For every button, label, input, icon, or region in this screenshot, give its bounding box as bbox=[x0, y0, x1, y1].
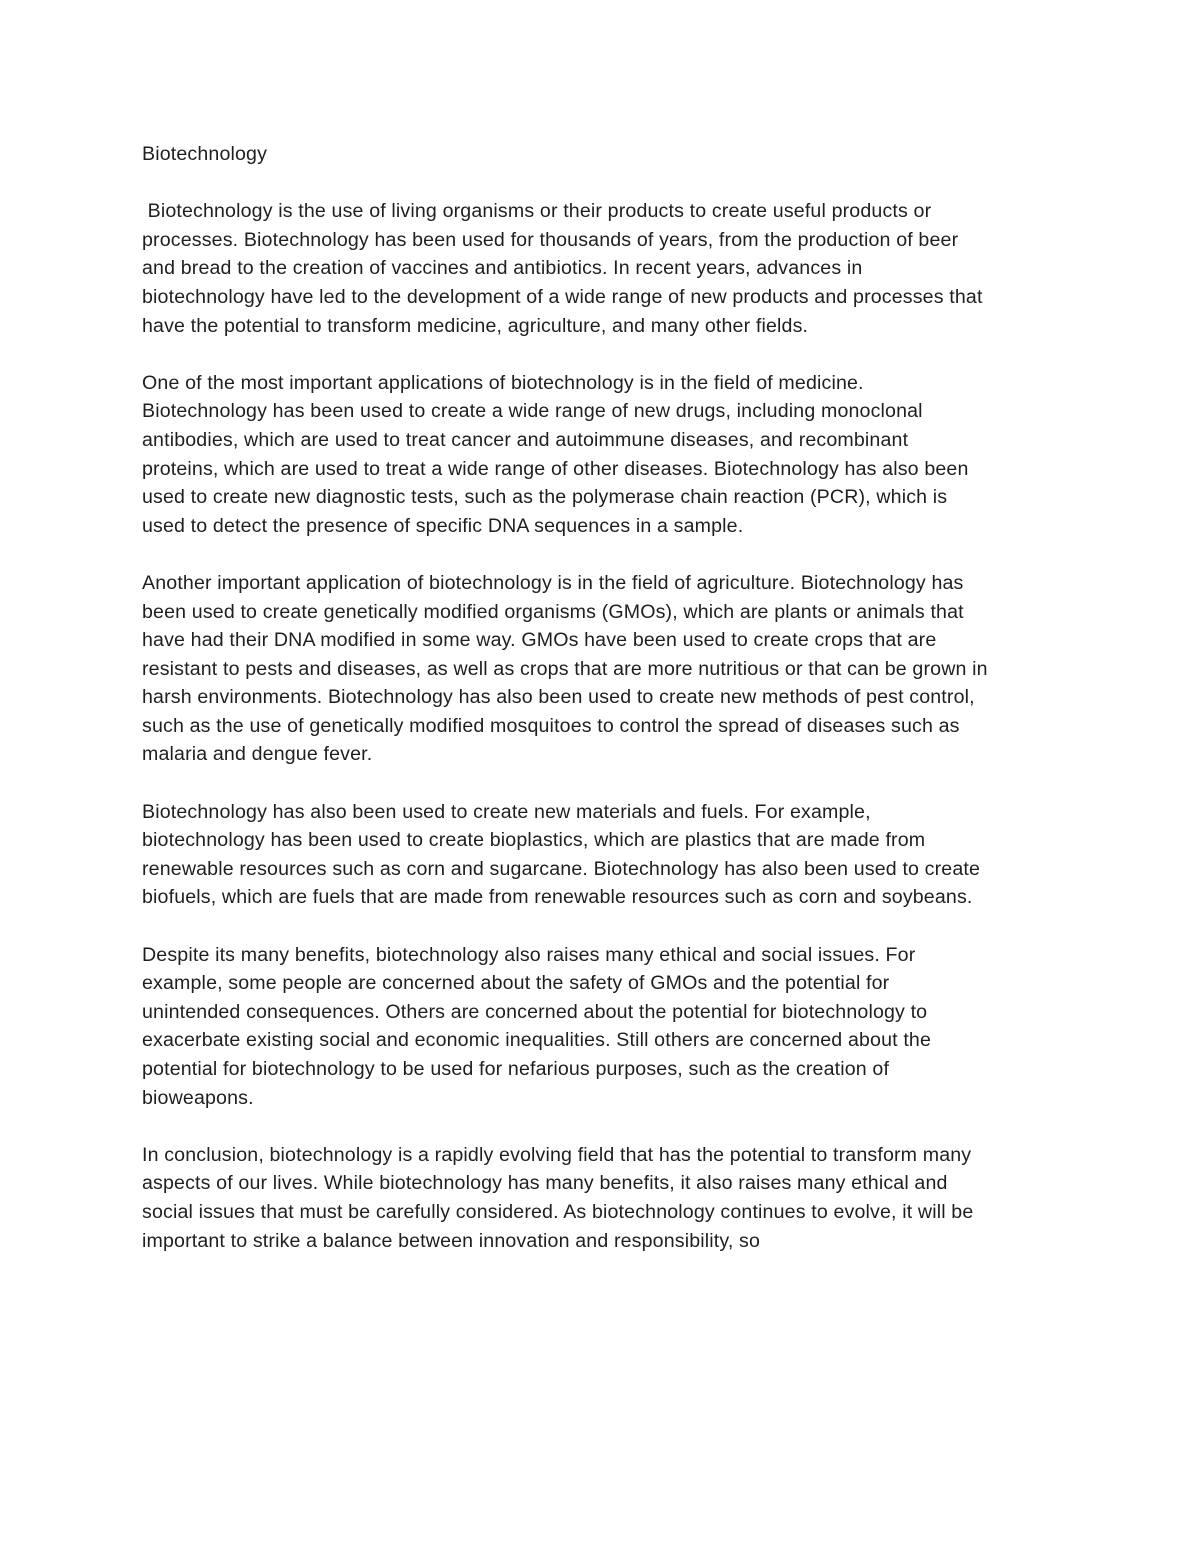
paragraph-line: been used to create genetically modified organisms (GMOs), which are plants or animals that bbox=[142, 600, 964, 623]
paragraph-line: Biotechnology has been used to create a wide range of new drugs, including monoclonal bbox=[142, 400, 923, 423]
paragraph-line: Another important application of biotechnology is in the field of agriculture. Biotechnology has bbox=[142, 571, 964, 594]
paragraph-line: resistant to pests and diseases, as well as crops that are more nutritious or that can be grown in bbox=[142, 657, 988, 680]
body-paragraph bbox=[142, 798, 1062, 912]
paragraph-list bbox=[142, 197, 1062, 1255]
paragraph-line: proteins, which are used to treat a wide range of other diseases. Biotechnology has also been bbox=[142, 457, 969, 480]
paragraph-line: such as the use of genetically modified mosquitoes to control the spread of diseases such as bbox=[142, 714, 960, 737]
paragraph-line: unintended consequences. Others are concerned about the potential for biotechnology to bbox=[142, 1000, 928, 1023]
paragraph-line: processes. Biotechnology has been used for thousands of years, from the production of beer bbox=[142, 228, 959, 251]
body-paragraph bbox=[142, 941, 1062, 1113]
paragraph-line: exacerbate existing social and economic inequalities. Still others are concerned about the bbox=[142, 1029, 932, 1052]
paragraph-line: malaria and dengue fever. bbox=[142, 743, 373, 766]
paragraph-line: used to detect the presence of specific DNA sequences in a sample. bbox=[142, 514, 744, 537]
document-body bbox=[142, 140, 1062, 1284]
paragraph-line: One of the most important applications of biotechnology is in the field of medicine. bbox=[142, 371, 864, 394]
body-paragraph bbox=[142, 197, 1062, 340]
paragraph-line: harsh environments. Biotechnology has also been used to create new methods of pest control, bbox=[142, 686, 975, 709]
paragraph-line: In conclusion, biotechnology is a rapidly evolving field that has the potential to transform many bbox=[142, 1143, 972, 1166]
body-paragraph bbox=[142, 569, 1062, 769]
paragraph-line: have had their DNA modified in some way. GMOs have been used to create crops that are bbox=[142, 629, 937, 652]
paragraph-line: antibodies, which are used to treat cancer and autoimmune diseases, and recombinant bbox=[142, 428, 909, 451]
body-paragraph bbox=[142, 369, 1062, 541]
paragraph-line: renewable resources such as corn and sugarcane. Biotechnology has also been used to create bbox=[142, 857, 981, 880]
paragraph-line: and bread to the creation of vaccines and antibiotics. In recent years, advances in bbox=[142, 257, 863, 280]
document-title: Biotechnology bbox=[142, 143, 268, 165]
paragraph-line: important to strike a balance between innovation and responsibility, so bbox=[142, 1229, 761, 1252]
paragraph-line: potential for biotechnology to be used for nefarious purposes, such as the creation of bbox=[142, 1058, 890, 1080]
paragraph-line: aspects of our lives. While biotechnology has many benefits, it also raises many ethical and bbox=[142, 1172, 948, 1195]
paragraph-line: bioweapons. bbox=[142, 1086, 254, 1109]
paragraph-line: social issues that must be carefully considered. As biotechnology continues to evolve, it will be bbox=[142, 1200, 974, 1223]
paragraph-line: Biotechnology is the use of living organisms or their products to create useful products or bbox=[142, 200, 932, 223]
paragraph-line: biotechnology have led to the development of a wide range of new products and processes that bbox=[142, 285, 983, 308]
paragraph-line: used to create new diagnostic tests, such as the polymerase chain reaction (PCR), which is bbox=[142, 486, 948, 509]
paragraph-line: Biotechnology has also been used to create new materials and fuels. For example, bbox=[142, 800, 871, 823]
paragraph-line: biotechnology has been used to create bioplastics, which are plastics that are made from bbox=[142, 829, 926, 852]
paragraph-line: biofuels, which are fuels that are made from renewable resources such as corn and soybeans. bbox=[142, 886, 973, 909]
body-paragraph bbox=[142, 1141, 1062, 1255]
paragraph-line: Despite its many benefits, biotechnology also raises many ethical and social issues. For bbox=[142, 943, 916, 966]
paragraph-line: example, some people are concerned about the safety of GMOs and the potential for bbox=[142, 972, 890, 995]
paragraph-line: have the potential to transform medicine, agriculture, and many other fields. bbox=[142, 314, 809, 337]
